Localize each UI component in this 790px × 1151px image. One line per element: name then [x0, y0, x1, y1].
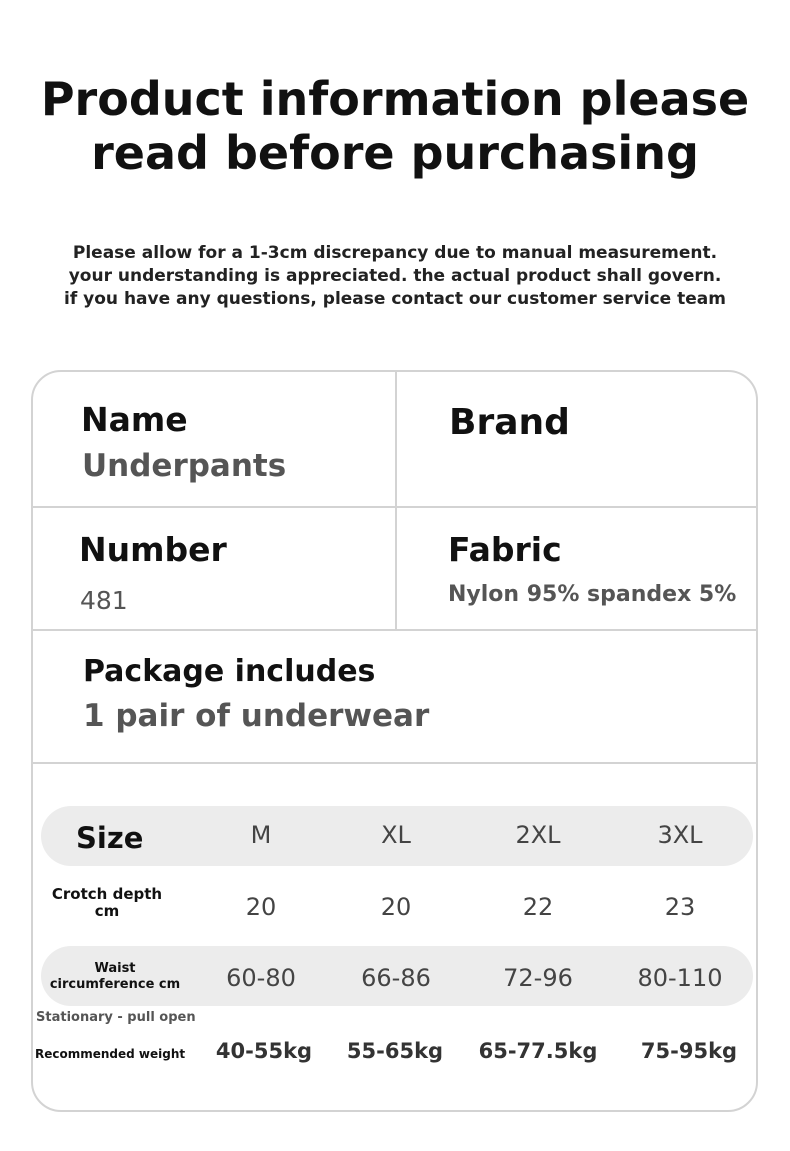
notice-line-2: your understanding is appreciated. the actual product shall govern.	[68, 266, 722, 286]
divider-row-3	[33, 762, 756, 764]
crotch-xl: 20	[380, 893, 412, 921]
crotch-label-line-1: Crotch depth	[51, 885, 163, 903]
brand-label: Brand	[449, 402, 570, 443]
waist-m: 60-80	[226, 964, 296, 992]
divider-column	[395, 372, 397, 629]
weight-2xl: 65-77.5kg	[478, 1039, 598, 1063]
fabric-value: Nylon 95% spandex 5%	[448, 582, 737, 607]
crotch-depth-label	[41, 886, 173, 920]
weight-xl: 55-65kg	[346, 1039, 444, 1063]
measurement-notice	[0, 242, 790, 311]
crotch-2xl: 22	[522, 893, 554, 921]
weight-3xl: 75-95kg	[640, 1039, 738, 1063]
waist-3xl: 80-110	[637, 964, 723, 992]
size-label: Size	[76, 821, 144, 855]
waist-note: Stationary - pull open	[36, 1010, 196, 1025]
name-value: Underpants	[82, 448, 287, 484]
product-info-card	[31, 370, 758, 1112]
package-label: Package includes	[83, 654, 376, 689]
title-line-2: read before purchasing	[91, 126, 699, 180]
notice-line-1: Please allow for a 1-3cm discrepancy due to manual measurement.	[72, 243, 718, 263]
waist-label-line-1: Waist	[94, 961, 136, 976]
weight-m: 40-55kg	[215, 1039, 313, 1063]
waist-label	[41, 961, 189, 993]
size-xl: XL	[381, 821, 411, 849]
size-m: M	[250, 821, 272, 849]
notice-line-3: if you have any questions, please contact our customer service team	[64, 289, 726, 309]
recommended-weight-label: Recommended weight	[35, 1047, 186, 1061]
crotch-m: 20	[245, 893, 277, 921]
page-title	[0, 72, 790, 180]
package-value: 1 pair of underwear	[83, 698, 430, 734]
crotch-label-line-2: cm	[94, 902, 120, 920]
number-value: 481	[80, 586, 128, 615]
title-line-1: Product information please	[40, 72, 750, 126]
divider-row-2	[33, 629, 756, 631]
waist-2xl: 72-96	[503, 964, 573, 992]
size-3xl: 3XL	[657, 821, 703, 849]
fabric-label: Fabric	[448, 530, 562, 569]
crotch-3xl: 23	[664, 893, 696, 921]
waist-xl: 66-86	[361, 964, 431, 992]
number-label: Number	[79, 530, 227, 569]
name-label: Name	[81, 400, 188, 439]
waist-label-line-2: circumference cm	[49, 977, 181, 992]
size-2xl: 2XL	[515, 821, 561, 849]
